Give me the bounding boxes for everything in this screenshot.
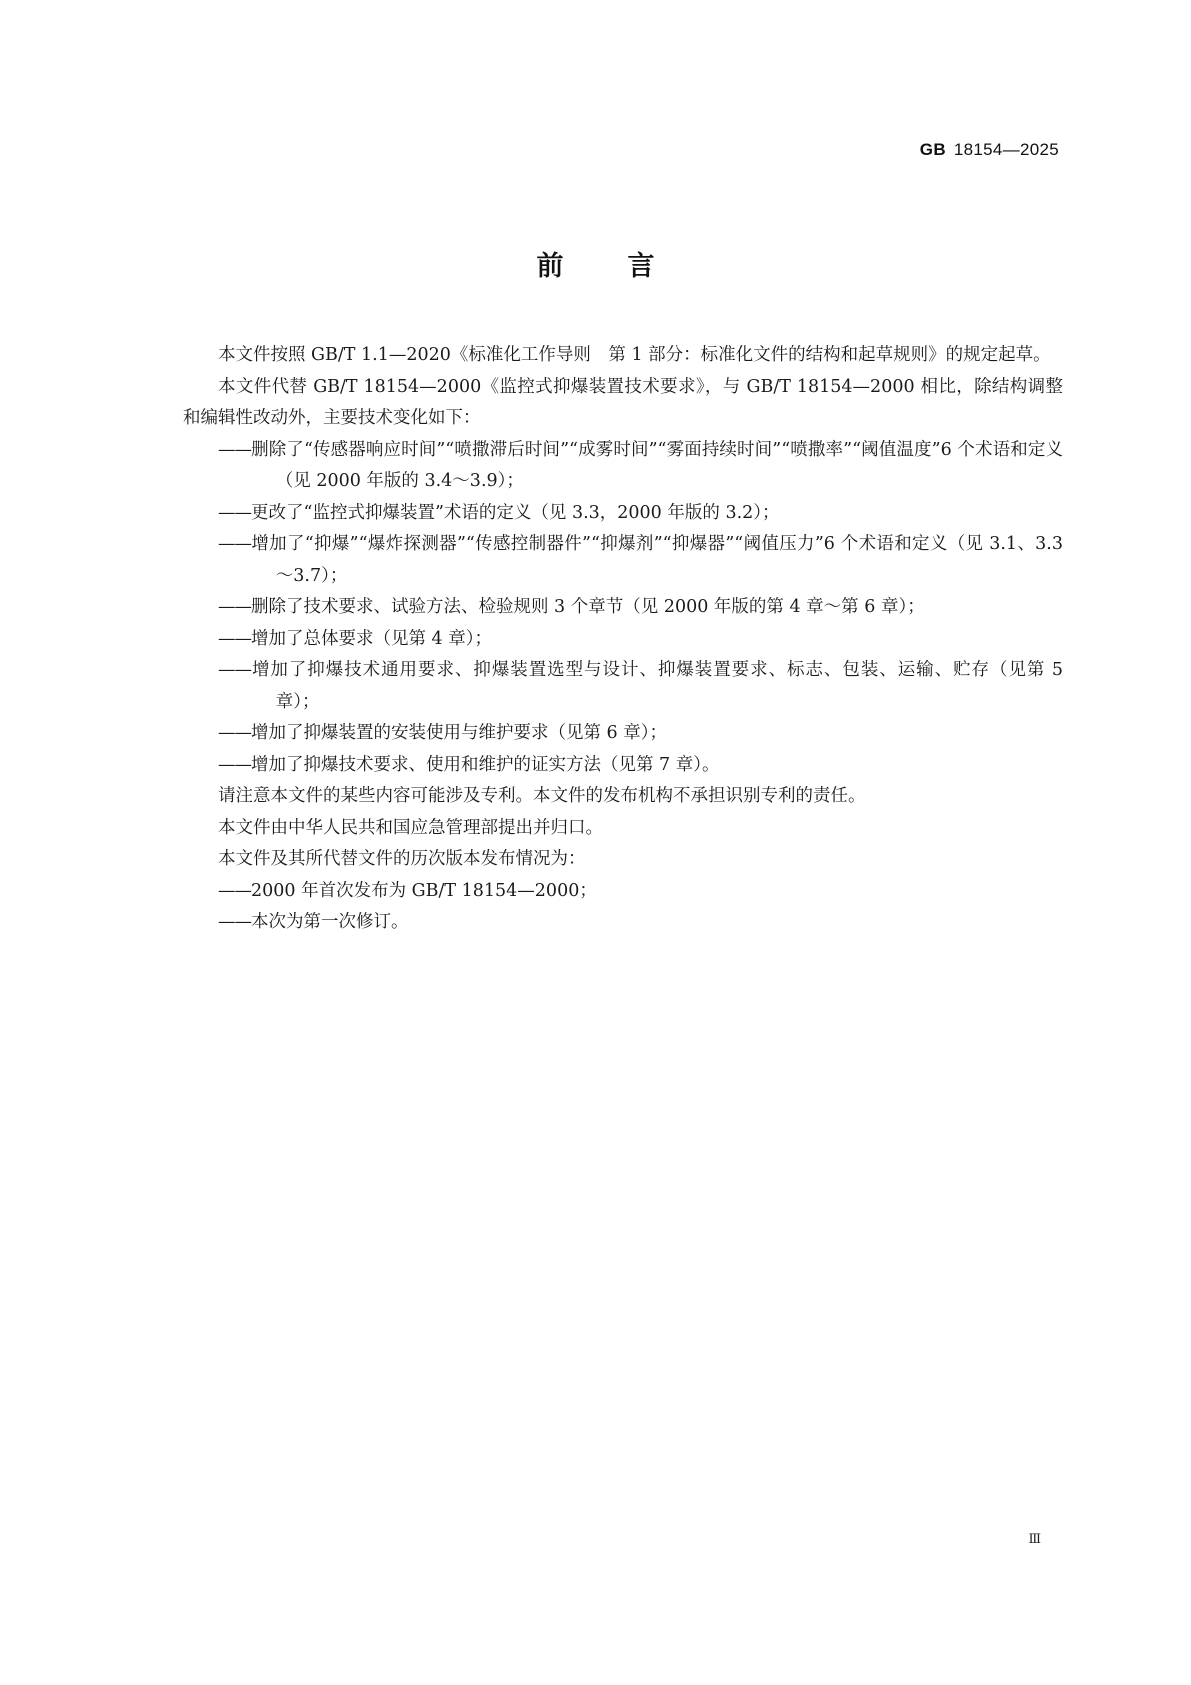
- paragraph-patent-notice: 请注意本文件的某些内容可能涉及专利。本文件的发布机构不承担识别专利的责任。: [218, 786, 866, 806]
- change-item: [183, 750, 1063, 782]
- page-number: Ⅲ: [1028, 1532, 1041, 1547]
- history-item: [183, 907, 1063, 939]
- title-char-1: 前: [536, 251, 564, 282]
- change-item: [183, 624, 1063, 656]
- change-item: [183, 435, 1063, 498]
- change-item: [183, 529, 1063, 592]
- change-item-text: 删除了“传感器响应时间”“喷撒滞后时间”“成雾时间”“雾面持续时间”“喷撒率”“阈值温度”6 个术语和定义（见 2000 年版的 3.4～3.9）；: [251, 439, 1063, 491]
- change-item-text: 增加了总体要求（见第 4 章）；: [251, 628, 493, 649]
- history-item-text: 本次为第一次修订。: [251, 912, 409, 932]
- change-item-text: 增加了“抑爆”“爆炸探测器”“传感控制器件”“抑爆剂”“抑爆器”“阈值压力”6 个术语和定义（见 3.1、3.3～3.7）；: [251, 534, 1063, 586]
- dash-mark: ——: [218, 912, 251, 932]
- dash-mark: ——: [218, 502, 251, 523]
- dash-mark: ——: [218, 880, 251, 901]
- title-char-2: 言: [627, 251, 655, 282]
- change-item-text: 增加了抑爆技术要求、使用和维护的证实方法（见第 7 章）。: [251, 754, 720, 775]
- change-item-text: 增加了抑爆装置的安装使用与维护要求（见第 6 章）；: [251, 723, 668, 743]
- dash-mark: ——: [218, 628, 251, 649]
- paragraph-proposer: 本文件由中华人民共和国应急管理部提出并归口。: [218, 817, 603, 838]
- change-item: [183, 592, 1063, 624]
- dash-mark: ——: [218, 534, 251, 554]
- paragraph-replacement: 本文件代替 GB/T 18154—2000《监控式抑爆装置技术要求》，与 GB/T 18154—2000 相比，除结构调整和编辑性改动外，主要技术变化如下：: [183, 376, 1063, 428]
- dash-mark: ——: [218, 723, 251, 743]
- paragraph-drafting-rules: 本文件按照 GB/T 1.1—2020《标准化工作导则 第 1 部分：标准化文件的结构和起草规则》的规定起草。: [218, 345, 1051, 365]
- change-item-text: 删除了技术要求、试验方法、检验规则 3 个章节（见 2000 年版的第 4 章～第 6 章）；: [251, 597, 925, 617]
- change-item: [183, 655, 1063, 718]
- change-item: [183, 718, 1063, 750]
- history-item: [183, 876, 1063, 908]
- standard-number: 18154—2025: [953, 140, 1059, 159]
- paragraph-version-history: 本文件及其所代替文件的历次版本发布情况为：: [218, 849, 586, 869]
- dash-mark: ——: [218, 754, 251, 775]
- foreword-body: [183, 340, 1063, 939]
- change-item-text: 更改了“监控式抑爆装置”术语的定义（见 3.3，2000 年版的 3.2）；: [251, 502, 780, 523]
- standard-prefix: GB: [919, 140, 946, 159]
- dash-mark: ——: [218, 660, 251, 680]
- change-item: [183, 498, 1063, 530]
- history-item-text: 2000 年首次发布为 GB/T 18154—2000；: [251, 880, 597, 901]
- dash-mark: ——: [218, 597, 251, 617]
- standard-code: [920, 140, 1059, 160]
- dash-mark: ——: [218, 439, 251, 460]
- page-title: [0, 244, 1191, 283]
- change-item-text: 增加了抑爆技术通用要求、抑爆装置选型与设计、抑爆装置要求、标志、包装、运输、贮存（见第 5 章）；: [251, 660, 1063, 712]
